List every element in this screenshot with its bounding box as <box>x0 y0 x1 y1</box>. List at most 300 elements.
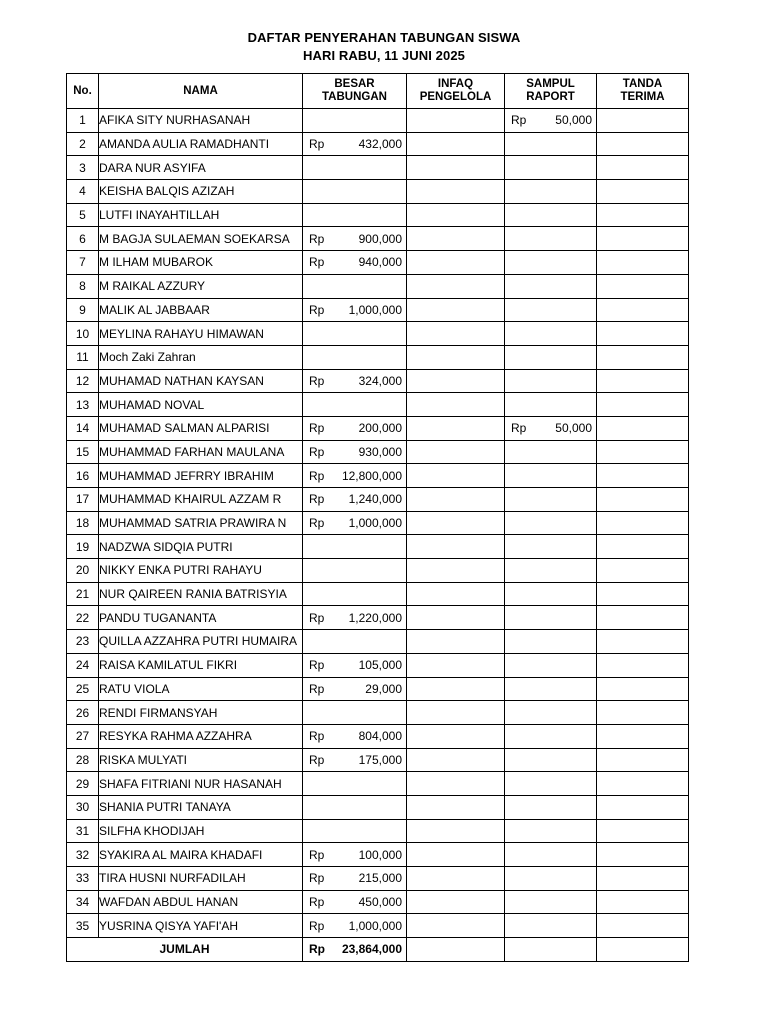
tanda-terima-cell <box>597 251 689 275</box>
table-row <box>67 274 689 298</box>
sampul-cell <box>505 393 597 417</box>
row-number: 17 <box>67 488 99 512</box>
tanda-terima-cell <box>597 440 689 464</box>
tabungan-cell <box>303 677 407 701</box>
sampul-cell <box>505 322 597 346</box>
tabungan-cell <box>303 251 407 275</box>
amount-value: 175,000 <box>358 752 402 767</box>
amount-value: 105,000 <box>358 658 402 673</box>
infaq-cell <box>407 132 505 156</box>
tabungan-cell <box>303 109 407 133</box>
currency-label: Rp <box>309 847 325 862</box>
sampul-cell <box>505 843 597 867</box>
currency-label: Rp <box>309 729 325 744</box>
tabungan-cell <box>303 795 407 819</box>
student-name: NUR QAIREEN RANIA BATRISYIA <box>99 582 303 606</box>
currency-label: Rp <box>309 942 325 957</box>
sampul-cell <box>505 180 597 204</box>
currency-label: Rp <box>309 871 325 886</box>
tanda-terima-cell <box>597 227 689 251</box>
table-row <box>67 772 689 796</box>
student-name: RAISA KAMILATUL FIKRI <box>99 653 303 677</box>
infaq-cell <box>407 298 505 322</box>
tanda-terima-cell <box>597 748 689 772</box>
row-number: 10 <box>67 322 99 346</box>
table-row <box>67 203 689 227</box>
currency-label: Rp <box>309 895 325 910</box>
row-number: 1 <box>67 109 99 133</box>
row-number: 23 <box>67 630 99 654</box>
header-no: No. <box>67 74 99 109</box>
tabungan-cell <box>303 772 407 796</box>
table-row <box>67 464 689 488</box>
student-name: SHAFA FITRIANI NUR HASANAH <box>99 772 303 796</box>
tanda-terima-cell <box>597 109 689 133</box>
infaq-cell <box>407 748 505 772</box>
student-name: LUTFI INAYAHTILLAH <box>99 203 303 227</box>
header-row <box>67 74 689 109</box>
infaq-cell <box>407 180 505 204</box>
infaq-cell <box>407 416 505 440</box>
table-body <box>67 109 689 938</box>
infaq-cell <box>407 559 505 583</box>
student-name: KEISHA BALQIS AZIZAH <box>99 180 303 204</box>
row-number: 2 <box>67 132 99 156</box>
tabungan-cell <box>303 274 407 298</box>
amount-value: 804,000 <box>358 729 402 744</box>
table-row <box>67 795 689 819</box>
tanda-terima-cell <box>597 416 689 440</box>
student-name: M RAIKAL AZZURY <box>99 274 303 298</box>
student-name: RENDI FIRMANSYAH <box>99 701 303 725</box>
table-row <box>67 298 689 322</box>
tabungan-cell <box>303 203 407 227</box>
sampul-cell <box>505 724 597 748</box>
sampul-cell <box>505 867 597 891</box>
row-number: 12 <box>67 369 99 393</box>
table-row <box>67 416 689 440</box>
amount-value: 900,000 <box>358 231 402 246</box>
tabungan-cell <box>303 156 407 180</box>
sampul-cell <box>505 298 597 322</box>
currency-label: Rp <box>309 918 325 933</box>
row-number: 32 <box>67 843 99 867</box>
student-name: M BAGJA SULAEMAN SOEKARSA <box>99 227 303 251</box>
tanda-terima-cell <box>597 369 689 393</box>
infaq-cell <box>407 464 505 488</box>
tanda-terima-cell <box>597 464 689 488</box>
student-name: MUHAMAD NOVAL <box>99 393 303 417</box>
student-name: SILFHA KHODIJAH <box>99 819 303 843</box>
table-row <box>67 440 689 464</box>
amount-value: 29,000 <box>365 681 402 696</box>
currency-label: Rp <box>309 658 325 673</box>
amount-value: 1,240,000 <box>348 492 402 507</box>
tanda-terima-cell <box>597 724 689 748</box>
tanda-terima-cell <box>597 914 689 938</box>
amount-value: 50,000 <box>555 421 592 436</box>
table-row <box>67 393 689 417</box>
sampul-cell <box>505 416 597 440</box>
infaq-cell <box>407 630 505 654</box>
tabungan-cell <box>303 298 407 322</box>
table-row <box>67 630 689 654</box>
amount-value: 940,000 <box>358 255 402 270</box>
header-text: RAPORT <box>526 91 575 103</box>
infaq-cell <box>407 322 505 346</box>
table-row <box>67 582 689 606</box>
sampul-cell <box>505 772 597 796</box>
currency-label: Rp <box>309 137 325 152</box>
infaq-cell <box>407 511 505 535</box>
row-number: 21 <box>67 582 99 606</box>
header-text: INFAQ <box>437 78 474 90</box>
table-row <box>67 488 689 512</box>
sampul-cell <box>505 701 597 725</box>
amount-value: 1,000,000 <box>348 918 402 933</box>
tanda-terima-cell <box>597 535 689 559</box>
student-name: AFIKA SITY NURHASANAH <box>99 109 303 133</box>
table-row <box>67 867 689 891</box>
total-amount: 23,864,000 <box>341 942 402 957</box>
tabungan-cell <box>303 369 407 393</box>
amount-value: 200,000 <box>358 421 402 436</box>
sampul-cell <box>505 109 597 133</box>
sampul-cell <box>505 227 597 251</box>
tabungan-cell <box>303 701 407 725</box>
tabungan-cell <box>303 180 407 204</box>
header-text: PENGELOLA <box>419 91 492 103</box>
tanda-terima-cell <box>597 322 689 346</box>
infaq-cell <box>407 606 505 630</box>
row-number: 18 <box>67 511 99 535</box>
table-row <box>67 535 689 559</box>
header-tanda-terima <box>597 74 689 109</box>
tabungan-cell <box>303 606 407 630</box>
tabungan-cell <box>303 464 407 488</box>
infaq-cell <box>407 109 505 133</box>
currency-label: Rp <box>309 681 325 696</box>
sampul-cell <box>505 488 597 512</box>
currency-label: Rp <box>309 231 325 246</box>
sampul-cell <box>505 203 597 227</box>
amount-value: 930,000 <box>358 444 402 459</box>
student-name: PANDU TUGANANTA <box>99 606 303 630</box>
tabungan-cell <box>303 440 407 464</box>
student-name: SHANIA PUTRI TANAYA <box>99 795 303 819</box>
tabungan-cell <box>303 630 407 654</box>
tanda-terima-cell <box>597 630 689 654</box>
sampul-cell <box>505 630 597 654</box>
sampul-cell <box>505 653 597 677</box>
student-name: RATU VIOLA <box>99 677 303 701</box>
table-row <box>67 701 689 725</box>
currency-label: Rp <box>309 255 325 270</box>
header-text: BESAR <box>334 78 375 90</box>
sampul-cell <box>505 914 597 938</box>
infaq-cell <box>407 582 505 606</box>
row-number: 35 <box>67 914 99 938</box>
savings-table <box>66 73 689 962</box>
currency-label: Rp <box>309 516 325 531</box>
row-number: 28 <box>67 748 99 772</box>
sampul-cell <box>505 132 597 156</box>
row-number: 24 <box>67 653 99 677</box>
table-row <box>67 843 689 867</box>
table-row <box>67 559 689 583</box>
table-row <box>67 724 689 748</box>
amount-value: 432,000 <box>358 137 402 152</box>
student-name: MUHAMAD NATHAN KAYSAN <box>99 369 303 393</box>
table-row <box>67 109 689 133</box>
total-tanda-cell <box>597 938 689 962</box>
student-name: NADZWA SIDQIA PUTRI <box>99 535 303 559</box>
table-row <box>67 180 689 204</box>
infaq-cell <box>407 345 505 369</box>
tanda-terima-cell <box>597 511 689 535</box>
header-besar-tabungan <box>303 74 407 109</box>
tabungan-cell <box>303 345 407 369</box>
infaq-cell <box>407 227 505 251</box>
sampul-cell <box>505 795 597 819</box>
student-name: WAFDAN ABDUL HANAN <box>99 890 303 914</box>
amount-value: 450,000 <box>358 895 402 910</box>
infaq-cell <box>407 156 505 180</box>
table-row <box>67 653 689 677</box>
student-name: SYAKIRA AL MAIRA KHADAFI <box>99 843 303 867</box>
infaq-cell <box>407 890 505 914</box>
sampul-cell <box>505 464 597 488</box>
infaq-cell <box>407 843 505 867</box>
tabungan-cell <box>303 843 407 867</box>
tanda-terima-cell <box>597 653 689 677</box>
total-infaq-cell <box>407 938 505 962</box>
tabungan-cell <box>303 511 407 535</box>
row-number: 4 <box>67 180 99 204</box>
infaq-cell <box>407 274 505 298</box>
row-number: 22 <box>67 606 99 630</box>
tabungan-cell <box>303 132 407 156</box>
student-name: AMANDA AULIA RAMADHANTI <box>99 132 303 156</box>
sampul-cell <box>505 535 597 559</box>
currency-label: Rp <box>309 302 325 317</box>
student-name: MUHAMMAD FARHAN MAULANA <box>99 440 303 464</box>
tanda-terima-cell <box>597 606 689 630</box>
amount-value: 100,000 <box>358 847 402 862</box>
table-row <box>67 819 689 843</box>
tabungan-cell <box>303 559 407 583</box>
row-number: 16 <box>67 464 99 488</box>
row-number: 27 <box>67 724 99 748</box>
tanda-terima-cell <box>597 298 689 322</box>
currency-label: Rp <box>511 113 527 128</box>
currency-label: Rp <box>511 421 527 436</box>
sampul-cell <box>505 156 597 180</box>
row-number: 14 <box>67 416 99 440</box>
tanda-terima-cell <box>597 772 689 796</box>
student-name: RESYKA RAHMA AZZAHRA <box>99 724 303 748</box>
tanda-terima-cell <box>597 890 689 914</box>
student-name: MUHAMAD SALMAN ALPARISI <box>99 416 303 440</box>
row-number: 20 <box>67 559 99 583</box>
infaq-cell <box>407 203 505 227</box>
document-title <box>0 29 768 65</box>
tabungan-cell <box>303 535 407 559</box>
sampul-cell <box>505 274 597 298</box>
tabungan-cell <box>303 653 407 677</box>
student-name: DARA NUR ASYIFA <box>99 156 303 180</box>
infaq-cell <box>407 251 505 275</box>
header-text: TERIMA <box>620 91 665 103</box>
sampul-cell <box>505 251 597 275</box>
sampul-cell <box>505 345 597 369</box>
tabungan-cell <box>303 416 407 440</box>
header-nama: NAMA <box>99 74 303 109</box>
tabungan-cell <box>303 227 407 251</box>
header-infaq-pengelola <box>407 74 505 109</box>
amount-value: 12,800,000 <box>341 468 402 483</box>
table-row <box>67 132 689 156</box>
total-tabungan-cell <box>303 938 407 962</box>
student-name: MUHAMMAD JEFRRY IBRAHIM <box>99 464 303 488</box>
amount-value: 1,000,000 <box>348 516 402 531</box>
title-line-2: HARI RABU, 11 JUNI 2025 <box>303 48 465 63</box>
row-number: 9 <box>67 298 99 322</box>
student-name: RISKA MULYATI <box>99 748 303 772</box>
currency-label: Rp <box>309 444 325 459</box>
student-name: Moch Zaki Zahran <box>99 345 303 369</box>
table-row <box>67 748 689 772</box>
infaq-cell <box>407 724 505 748</box>
row-number: 33 <box>67 867 99 891</box>
infaq-cell <box>407 867 505 891</box>
infaq-cell <box>407 369 505 393</box>
sampul-cell <box>505 819 597 843</box>
tanda-terima-cell <box>597 559 689 583</box>
sampul-cell <box>505 677 597 701</box>
infaq-cell <box>407 440 505 464</box>
row-number: 7 <box>67 251 99 275</box>
sampul-cell <box>505 582 597 606</box>
student-name: NIKKY ENKA PUTRI RAHAYU <box>99 559 303 583</box>
row-number: 8 <box>67 274 99 298</box>
tabungan-cell <box>303 322 407 346</box>
currency-label: Rp <box>309 373 325 388</box>
header-text: TABUNGAN <box>322 91 387 103</box>
tanda-terima-cell <box>597 156 689 180</box>
tabungan-cell <box>303 393 407 417</box>
total-sampul-cell <box>505 938 597 962</box>
tanda-terima-cell <box>597 393 689 417</box>
table-row <box>67 677 689 701</box>
tanda-terima-cell <box>597 180 689 204</box>
sampul-cell <box>505 369 597 393</box>
amount-value: 1,000,000 <box>348 302 402 317</box>
row-number: 13 <box>67 393 99 417</box>
amount-value: 324,000 <box>358 373 402 388</box>
row-number: 30 <box>67 795 99 819</box>
tabungan-cell <box>303 819 407 843</box>
infaq-cell <box>407 914 505 938</box>
infaq-cell <box>407 819 505 843</box>
header-text: TANDA <box>622 78 663 90</box>
header-text: SAMPUL <box>526 78 575 90</box>
tanda-terima-cell <box>597 203 689 227</box>
student-name: M ILHAM MUBAROK <box>99 251 303 275</box>
tabungan-cell <box>303 914 407 938</box>
student-name: YUSRINA QISYA YAFI'AH <box>99 914 303 938</box>
row-number: 11 <box>67 345 99 369</box>
infaq-cell <box>407 393 505 417</box>
row-number: 25 <box>67 677 99 701</box>
row-number: 15 <box>67 440 99 464</box>
tabungan-cell <box>303 748 407 772</box>
tanda-terima-cell <box>597 867 689 891</box>
tanda-terima-cell <box>597 274 689 298</box>
tanda-terima-cell <box>597 488 689 512</box>
table-row <box>67 227 689 251</box>
row-number: 31 <box>67 819 99 843</box>
header-sampul-raport <box>505 74 597 109</box>
student-name: TIRA HUSNI NURFADILAH <box>99 867 303 891</box>
table-row <box>67 606 689 630</box>
sampul-cell <box>505 606 597 630</box>
tanda-terima-cell <box>597 582 689 606</box>
currency-label: Rp <box>309 752 325 767</box>
sampul-cell <box>505 440 597 464</box>
table-row <box>67 369 689 393</box>
amount-value: 50,000 <box>555 113 592 128</box>
total-row <box>67 938 689 962</box>
table-row <box>67 345 689 369</box>
student-name: MUHAMMAD KHAIRUL AZZAM R <box>99 488 303 512</box>
total-label: JUMLAH <box>67 938 303 962</box>
tanda-terima-cell <box>597 795 689 819</box>
tanda-terima-cell <box>597 132 689 156</box>
row-number: 5 <box>67 203 99 227</box>
amount-value: 215,000 <box>358 871 402 886</box>
sampul-cell <box>505 559 597 583</box>
row-number: 19 <box>67 535 99 559</box>
student-name: MUHAMMAD SATRIA PRAWIRA N <box>99 511 303 535</box>
currency-label: Rp <box>309 610 325 625</box>
student-name: MEYLINA RAHAYU HIMAWAN <box>99 322 303 346</box>
tanda-terima-cell <box>597 819 689 843</box>
table-row <box>67 156 689 180</box>
tanda-terima-cell <box>597 701 689 725</box>
table-row <box>67 511 689 535</box>
currency-label: Rp <box>309 492 325 507</box>
infaq-cell <box>407 535 505 559</box>
tabungan-cell <box>303 582 407 606</box>
table-row <box>67 322 689 346</box>
row-number: 26 <box>67 701 99 725</box>
amount-value: 1,220,000 <box>348 610 402 625</box>
infaq-cell <box>407 795 505 819</box>
tabungan-cell <box>303 867 407 891</box>
row-number: 29 <box>67 772 99 796</box>
tabungan-cell <box>303 724 407 748</box>
infaq-cell <box>407 488 505 512</box>
sampul-cell <box>505 890 597 914</box>
currency-label: Rp <box>309 421 325 436</box>
tanda-terima-cell <box>597 677 689 701</box>
row-number: 6 <box>67 227 99 251</box>
tabungan-cell <box>303 890 407 914</box>
student-name: MALIK AL JABBAAR <box>99 298 303 322</box>
row-number: 34 <box>67 890 99 914</box>
tanda-terima-cell <box>597 345 689 369</box>
